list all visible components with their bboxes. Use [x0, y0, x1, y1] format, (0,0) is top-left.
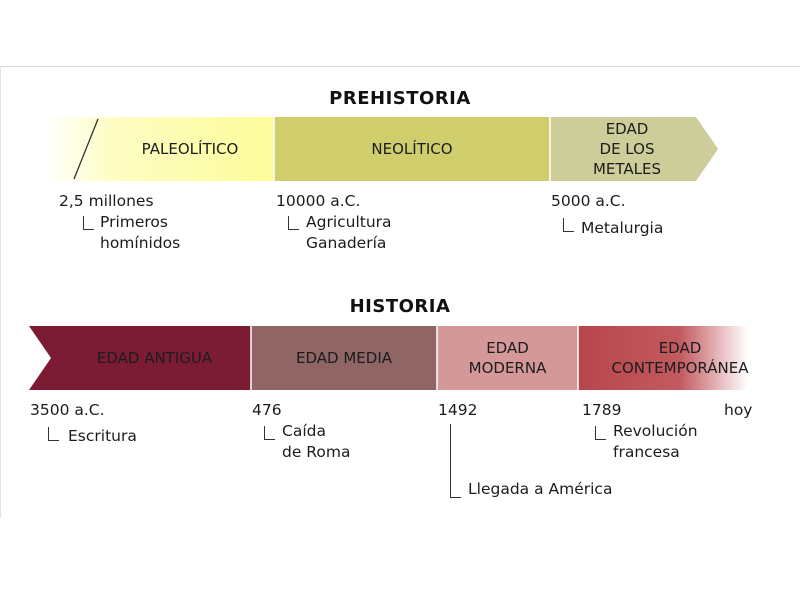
event-date: 1789 [582, 401, 622, 419]
media-label: EDAD MEDIA [296, 349, 392, 367]
event-desc: Escritura [68, 427, 137, 445]
event-date-today: hoy [724, 401, 753, 419]
event-desc: Revolución [613, 422, 698, 440]
contemporanea-label-line: CONTEMPORÁNEA [611, 359, 749, 377]
moderna-label-line: MODERNA [468, 359, 547, 377]
event-date: 476 [252, 401, 282, 419]
event-desc: homínidos [100, 234, 181, 252]
event-date: 10000 a.C. [276, 192, 361, 210]
event-date: 2,5 millones [59, 192, 154, 210]
metales-label [552, 117, 702, 181]
event-desc: francesa [613, 443, 680, 461]
antigua-label: EDAD ANTIGUA [96, 349, 213, 367]
bracket-icon [264, 426, 275, 440]
bracket-icon [48, 427, 59, 441]
bracket-icon [83, 216, 94, 230]
event-desc: Ganadería [306, 234, 387, 252]
metales-label-line: METALES [592, 160, 662, 178]
event-desc: Metalurgia [581, 219, 664, 237]
moderna-label-line: EDAD [486, 339, 529, 357]
event-date: 1492 [438, 401, 478, 419]
contemporanea-label [590, 326, 770, 390]
long-bracket-icon [450, 424, 461, 498]
event-date: 3500 a.C. [30, 401, 105, 419]
bracket-icon [288, 216, 299, 230]
bracket-icon [595, 426, 606, 440]
neolitico-label: NEOLÍTICO [371, 140, 453, 158]
historia-title: HISTORIA [349, 296, 451, 317]
event-desc: Caída [282, 422, 326, 440]
contemporanea-label-line: EDAD [658, 339, 702, 357]
frame-top-border [0, 66, 800, 67]
bracket-icon [563, 218, 574, 232]
event-desc: de Roma [282, 443, 351, 461]
event-desc: Llegada a América [468, 480, 613, 498]
event-desc: Agricultura [306, 213, 392, 231]
prehistoria-title: PREHISTORIA [329, 88, 471, 109]
paleolitico-label: PALEOLÍTICO [141, 140, 239, 158]
moderna-label [437, 326, 578, 390]
metales-label-line: DE LOS [599, 140, 655, 158]
event-date: 5000 a.C. [551, 192, 626, 210]
event-desc: Primeros [100, 213, 168, 231]
metales-label-line: EDAD [605, 120, 649, 138]
